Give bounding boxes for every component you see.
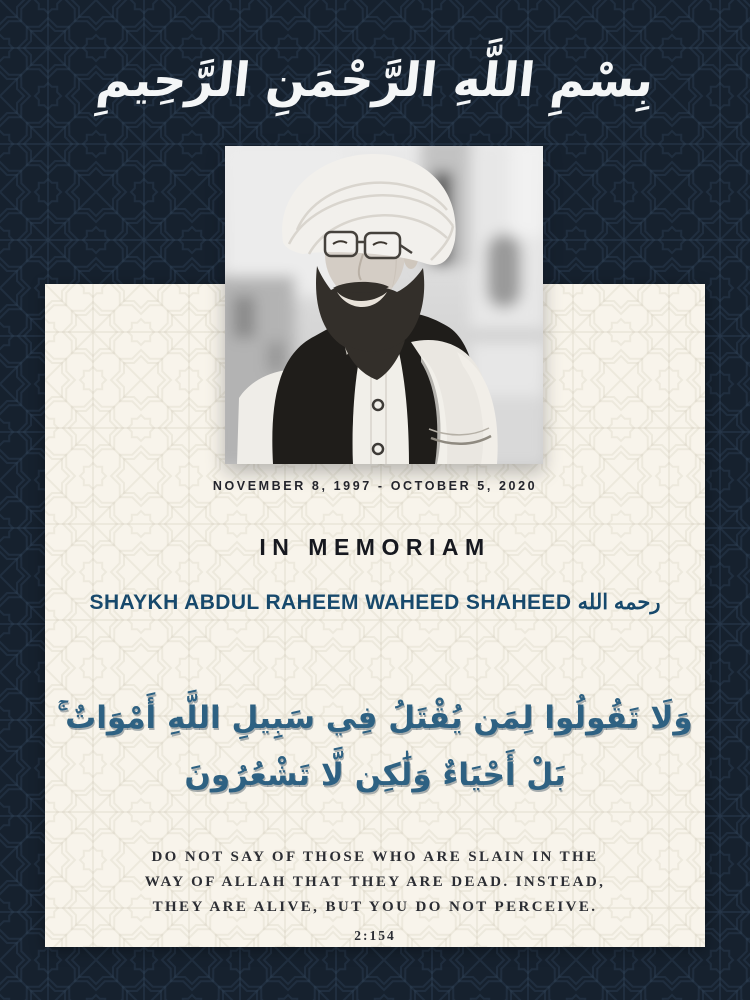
memorial-photo: [225, 146, 543, 464]
translation-line-1: DO NOT SAY OF THOSE WHO ARE SLAIN IN THE: [151, 849, 599, 865]
translation-line-2: WAY OF ALLAH THAT THEY ARE DEAD. INSTEAD,: [144, 874, 606, 890]
deceased-name: SHAYKH ABDUL RAHEEM WAHEED SHAHEED رحمه الله: [89, 591, 661, 614]
bismillah-text: بِسْمِ اللَّهِ الرَّحْمَنِ الرَّحِيمِ: [93, 52, 657, 108]
translation-line-3: THEY ARE ALIVE, BUT YOU DO NOT PERCEIVE.: [152, 899, 598, 915]
bismillah-calligraphy: [0, 26, 750, 134]
quran-translation: [0, 845, 750, 948]
quran-verse-line-2: بَلْ أَحْيَاءٌ وَلَٰكِن لَّا تَشْعُرُونَ: [184, 757, 566, 793]
quran-verse-arabic: [0, 690, 750, 804]
verse-reference: 2:154: [354, 928, 396, 943]
memoriam-title: IN MEMORIAM: [259, 534, 491, 560]
dates-line: NOVEMBER 8, 1997 - OCTOBER 5, 2020: [212, 479, 538, 493]
quran-verse-line-1: وَلَا تَقُولُوا لِمَن يُقْتَلُ فِي سَبِيلِ اللَّهِ أَمْوَاتٌ ۚ: [57, 700, 693, 736]
portrait-illustration: [225, 146, 543, 464]
